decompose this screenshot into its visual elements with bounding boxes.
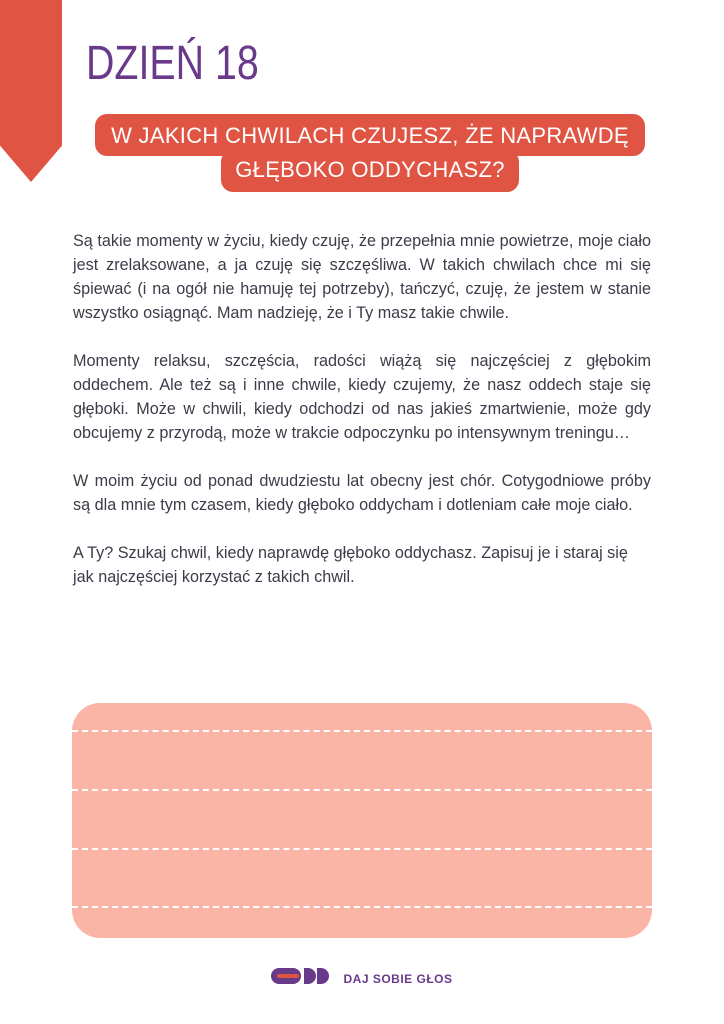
bookmark-ribbon — [0, 0, 62, 182]
note-line[interactable] — [72, 789, 652, 791]
note-line[interactable] — [72, 906, 652, 908]
paragraph-4: A Ty? Szukaj chwil, kiedy naprawdę głęboko oddychasz. Zapisuj je i staraj się jak najczęściej korzystać z takich chwil. — [73, 544, 628, 586]
question-line-1: W JAKICH CHWILACH CZUJESZ, ŻE NAPRAWDĘ — [95, 114, 645, 156]
note-line[interactable] — [72, 730, 652, 732]
page-title: DZIEŃ 18 — [86, 37, 259, 90]
question-line-2: GŁĘBOKO ODDYCHASZ? — [221, 150, 518, 192]
footer — [0, 966, 724, 991]
paragraph-2: Momenty relaksu, szczęścia, radości wiążą się najczęściej z głębokim oddechem. Ale też są i inne chwile, kiedy czujemy, że nasz oddech staje się głęboki. Może w chwili, kiedy odchodzi od nas jakieś zmartwienie, może gdy obcujemy z przyrodą, może w trakcie odpoczynku po intensywnym treningu… — [73, 352, 651, 442]
brand-logo-icon — [271, 966, 333, 991]
body-text — [73, 229, 651, 613]
note-line[interactable] — [72, 848, 652, 850]
question-banner — [80, 114, 660, 192]
notes-area[interactable] — [72, 703, 652, 938]
footer-brand: DAJ SOBIE GŁOS — [343, 971, 453, 986]
paragraph-1: Są takie momenty w życiu, kiedy czuję, że przepełnia mnie powietrze, moje ciało jest zrelaksowane, a ja czuję się szczęśliwa. W takich chwilach chce mi się śpiewać (i na ogół nie hamuję tej potrzeby), tańczyć, czuję, że jestem w stanie wszystko osiągnąć. Mam nadzieję, że i Ty masz takie chwile. — [73, 232, 651, 322]
paragraph-3: W moim życiu od ponad dwudziestu lat obecny jest chór. Cotygodniowe próby są dla mnie tym czasem, kiedy głęboko oddycham i dotleniam całe moje ciało. — [73, 472, 651, 514]
